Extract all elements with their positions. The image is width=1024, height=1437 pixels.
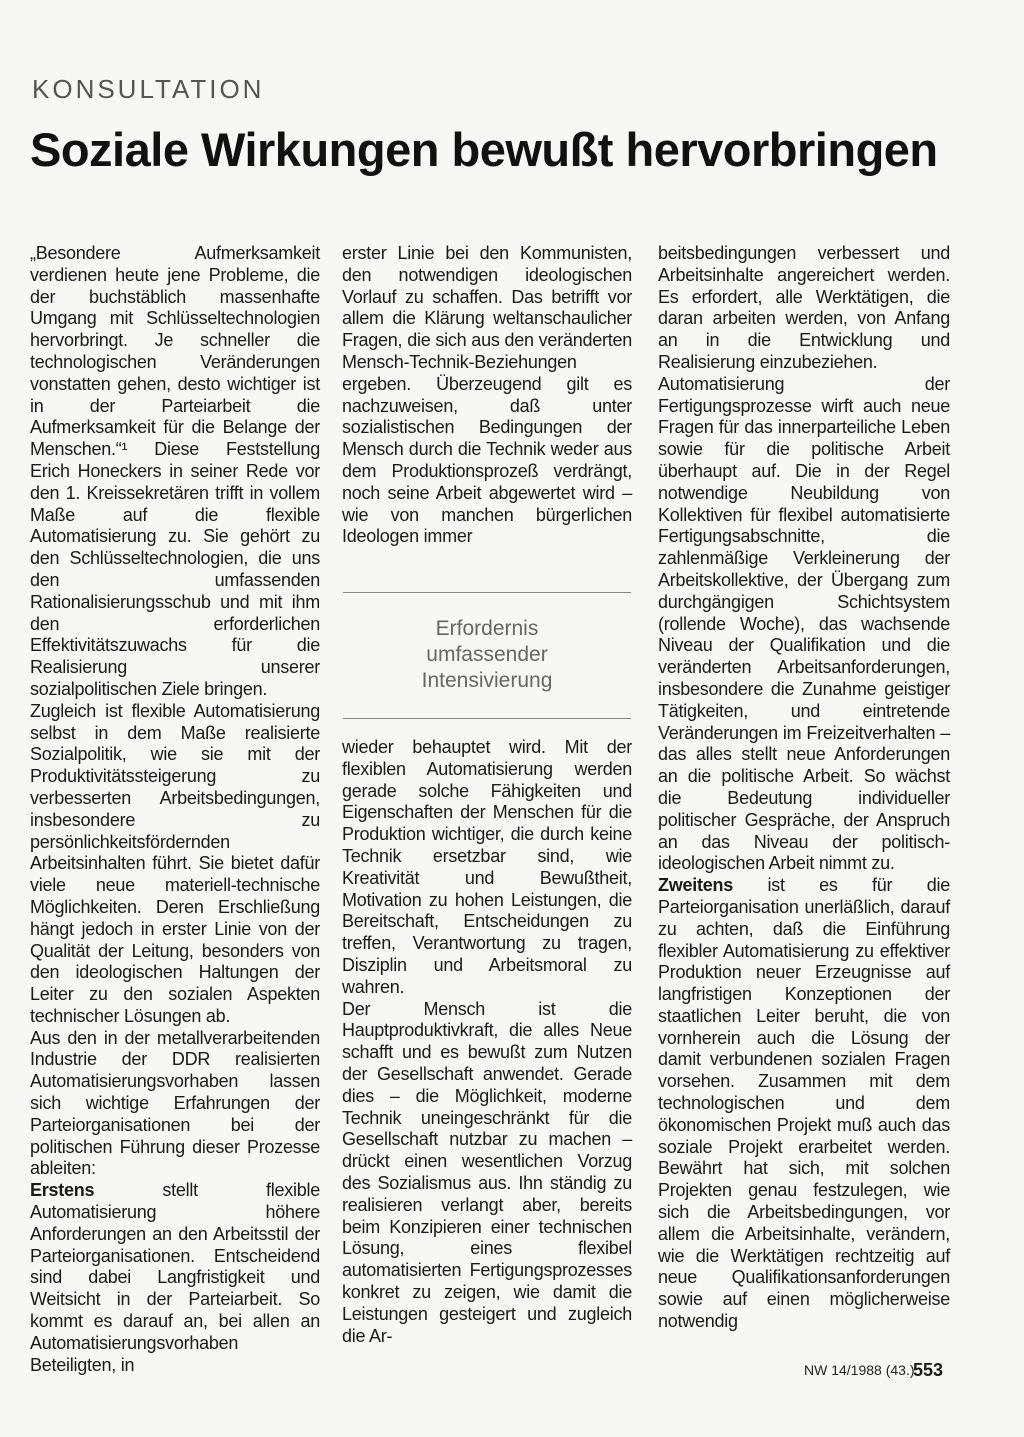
pullquote <box>343 616 631 694</box>
pullquote-rule-top <box>343 592 631 593</box>
paragraph: Der Mensch ist die Hauptproduktivkraft, die alles Neue schafft und es bewußt zum Nutzen der Gesellschaft anwendet. Gerade dies – die Möglichkeit, moderne Technik uneingeschränkt für die Gesellschaft nutzbar zu machen – drückt einen wesentlichen Vorzug des Sozialismus aus. Ihn ständig zu realisieren verlangt aber, bereits beim Konzipieren einer technischen Lösung, eines flexibel automatisierten Fertigungsprozesses konkret zu zeigen, wie damit die Leistungen gesteigert und zugleich die Ar- <box>342 998 632 1346</box>
paragraph <box>30 1180 320 1376</box>
lead-word: Zweitens <box>658 875 734 896</box>
pullquote-line: umfassender <box>426 643 548 666</box>
lead-word: Erstens <box>30 1180 95 1201</box>
page-number: 553 <box>913 1360 944 1380</box>
kicker: KONSULTATION <box>32 74 265 104</box>
column-3 <box>658 243 950 1333</box>
paragraph: Aus den in der metallverarbeitenden Industrie der DDR realisierten Automatisierungsvorhaben lassen sich wichtige Erfahrungen der Parteiorganisationen bei der politischen Führung dieser Prozesse ableiten: <box>30 1027 320 1179</box>
issue-folio: NW 14/1988 (43.) <box>804 1362 915 1378</box>
pullquote-line: Intensivierung <box>421 669 553 692</box>
paragraph <box>658 875 950 1333</box>
paragraph: Zugleich ist flexible Automatisierung selbst in dem Maße realisierte Sozialpolitik, wie sie mit der Produktivitätssteigerung zu verbesserten Arbeitsbedingungen, insbesondere zu persönlichkeitsfördernden Arbeitsinhalten führt. Sie bietet dafür viele neue materiell-technische Möglichkeiten. Deren Erschließung hängt jedoch in erster Linie von der Qualität der Leitung, besonders von den ideologischen Haltungen der Leiter zu den sozialen Aspekten technischer Lösungen ab. <box>30 700 320 1026</box>
headline: Soziale Wirkungen bewußt hervorbringen <box>30 123 938 176</box>
column-2-bottom <box>342 737 632 1347</box>
paragraph-text: stellt flexible Automatisierung höhere Anforderungen an den Arbeitsstil der Parteiorganisationen. Entscheidend sind dabei Langfristigkeit und Weitsicht in der Parteiarbeit. So kommt es darauf an, bei allen an Automatisierungsvorhaben Beteiligten, in <box>30 1180 320 1375</box>
column-1 <box>30 243 320 1376</box>
paragraph: wieder behauptet wird. Mit der flexiblen Automatisierung werden gerade solche Fähigkeiten und Eigenschaften der Menschen für die Produktion wichtiger, die durch keine Technik ersetzbar sind, wie Kreativität und Bewußtheit, Motivation zu hohen Leistungen, die Bereitschaft, Entscheidungen zu treffen, Verantwortung zu tragen, Disziplin und Arbeitsmoral zu wahren. <box>342 737 632 997</box>
paragraph-text: ist es für die Parteiorganisation unerläßlich, darauf zu achten, daß die Einführung flexibler Automatisierung zu effektiver Produktion neuer Erzeugnisse auf langfristigen Konzeptionen der staatlichen Leiter beruht, die von vornherein auch die Lösung der damit verbundenen sozialen Fragen vorsehen. Zusammen mit dem technologischen und dem ökonomischen Projekt muß auch das soziale Projekt erarbeitet werden. Bewährt hat sich, mit solchen Projekten genau festzulegen, wie sich die Arbeitsbedingungen, vor allem die Arbeitsinhalte, verändern, wie die Werktätigen rechtzeitig auf neue Qualifikationsanforderungen sowie auf einen möglicherweise notwendig <box>658 875 950 1332</box>
paragraph: beitsbedingungen verbessert und Arbeitsinhalte angereichert werden. Es erfordert, alle Werktätigen, die daran arbeiten werden, von Anfang an in die Entwicklung und Realisierung einzubeziehen. <box>658 243 950 372</box>
paragraph: Automatisierung der Fertigungsprozesse wirft auch neue Fragen für das innerparteiliche Leben sowie für die politische Arbeit überhaupt auf. Die in der Regel notwendige Neubildung von Kollektiven für flexibel automatisierte Fertigungsabschnitte, die zahlenmäßige Verkleinerung der Arbeitskollektive, der Übergang zum durchgängigen Schichtsystem (rollende Woche), das wachsende Niveau der Qualifikation und die veränderten Arbeitsanforderungen, insbesondere die Zunahme geistiger Tätigkeiten, und eintretende Veränderungen im Freizeitverhalten – das alles stellt neue Anforderungen an die politische Arbeit. So wächst die Bedeutung individueller politischer Gespräche, der Anspruch an das Niveau der politisch-ideologischen Arbeit nimmt zu. <box>658 373 950 874</box>
paragraph: erster Linie bei den Kommunisten, den notwendigen ideologischen Vorlauf zu schaffen. Das betrifft vor allem die Klärung weltanschaulicher Fragen, die sich aus den veränderten Mensch-Technik-Beziehungen ergeben. Überzeugend gilt es nachzuweisen, daß unter sozialistischen Bedingungen der Mensch durch die Technik weder aus dem Produktionsprozeß verdrängt, noch seine Arbeit abgewertet wird – wie von manchen bürgerlichen Ideologen immer <box>342 243 632 547</box>
pullquote-line: Erfordernis <box>435 617 539 640</box>
paragraph: „Besondere Aufmerksamkeit verdienen heute jene Probleme, die der buchstäblich massenhafte Umgang mit Schlüsseltechnologien hervorbringt. Je schneller die technologischen Veränderungen vonstatten gehen, desto wichtiger ist in der Parteiarbeit die Aufmerksamkeit für die Belange der Menschen.“¹ Diese Feststellung Erich Honeckers in seiner Rede vor den 1. Kreissekretären trifft in vollem Maße auf die flexible Automatisierung zu. Sie gehört zu den Schlüsseltechnologien, die uns den umfassenden Rationalisierungsschub und mit ihm den erforderlichen Effektivitätszuwachs für die Realisierung unserer sozialpolitischen Ziele bringen. <box>30 243 320 699</box>
pullquote-rule-bottom <box>343 718 631 719</box>
column-2-top <box>342 243 632 548</box>
